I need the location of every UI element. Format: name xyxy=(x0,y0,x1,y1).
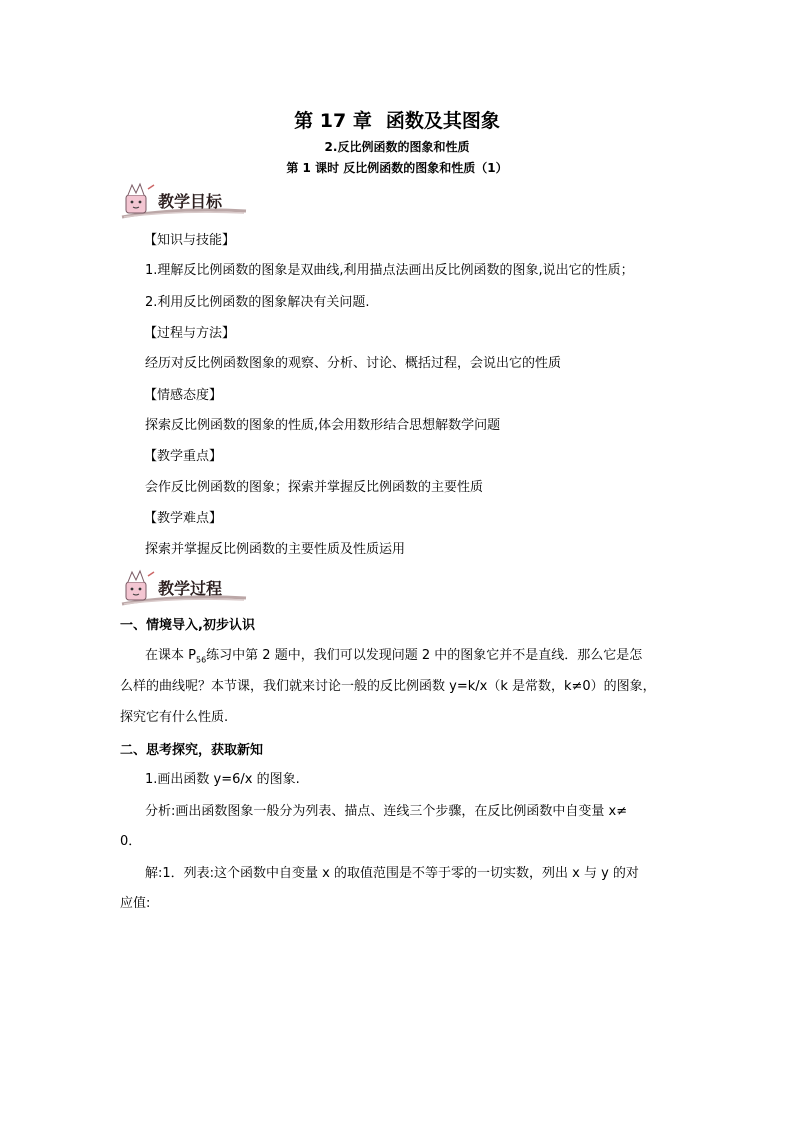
attitude-label: 【情感态度】 xyxy=(144,388,223,403)
difficulty-label: 【教学难点】 xyxy=(144,511,223,526)
lesson-title: 第 1 课时 反比例函数的图象和性质（1） xyxy=(286,161,508,175)
banner-teaching-process xyxy=(118,568,248,606)
key-point-text: 会作反比例函数的图象；探索并掌握反比例函数的主要性质 xyxy=(145,480,484,495)
knowledge-item-2: 2.利用反比例函数的图象解决有关问题. xyxy=(145,295,370,310)
banner-goals-text: 教学目标 xyxy=(158,192,223,211)
banner-process-text: 教学过程 xyxy=(158,579,223,598)
chapter-number: 第 17 章 xyxy=(294,110,372,132)
solution-line-2: 应值: xyxy=(120,896,151,911)
analysis-line-1: 分析:画出函数图象一般分为列表、描点、连线三个步骤，在反比例函数中自变量 x≠ xyxy=(145,804,628,819)
section-1-paragraph-line-1: 在课本 $P_{56}$练习中第 2 题中，我们可以发现问题 2 中的图象它并不是直线．那么它是怎 xyxy=(145,648,643,665)
knowledge-item-1: 1.理解反比例函数的图象是双曲线,利用描点法画出反比例函数的图象,说出它的性质； xyxy=(145,263,634,278)
section-1-paragraph-line-3: 探究它有什么性质. xyxy=(120,710,229,725)
attitude-text: 探索反比例函数的图象的性质,体会用数形结合思想解数学问题 xyxy=(145,418,501,433)
analysis-line-2: 0． xyxy=(120,834,142,849)
section-1-heading: 一、情境导入,初步认识 xyxy=(120,618,255,633)
chapter-title xyxy=(0,106,794,133)
section-2-heading: 二、思考探究，获取新知 xyxy=(120,743,264,758)
section-title: 2.反比例函数的图象和性质 xyxy=(324,140,470,154)
process-text: 经历对反比例函数图象的观察、分析、讨论、概括过程，会说出它的性质 xyxy=(145,356,562,371)
chapter-name: 函数及其图象 xyxy=(385,110,500,132)
banner-teaching-goals xyxy=(118,181,248,219)
solution-line-1: 解:1．列表:这个函数中自变量 x 的取值范围是不等于零的一切实数，列出 x 与 y 的对 xyxy=(145,866,639,881)
knowledge-label: 【知识与技能】 xyxy=(144,233,236,248)
difficulty-text: 探索并掌握反比例函数的主要性质及性质运用 xyxy=(145,542,406,557)
section-2-item-1: 1.画出函数 y=6/x 的图象. xyxy=(145,772,300,787)
process-label: 【过程与方法】 xyxy=(144,326,236,341)
section-1-paragraph-line-2: 么样的曲线呢？本节课，我们就来讨论一般的反比例函数 y=k/x（k 是常数，k≠0）的图象， xyxy=(120,679,656,694)
key-point-label: 【教学重点】 xyxy=(144,449,223,464)
